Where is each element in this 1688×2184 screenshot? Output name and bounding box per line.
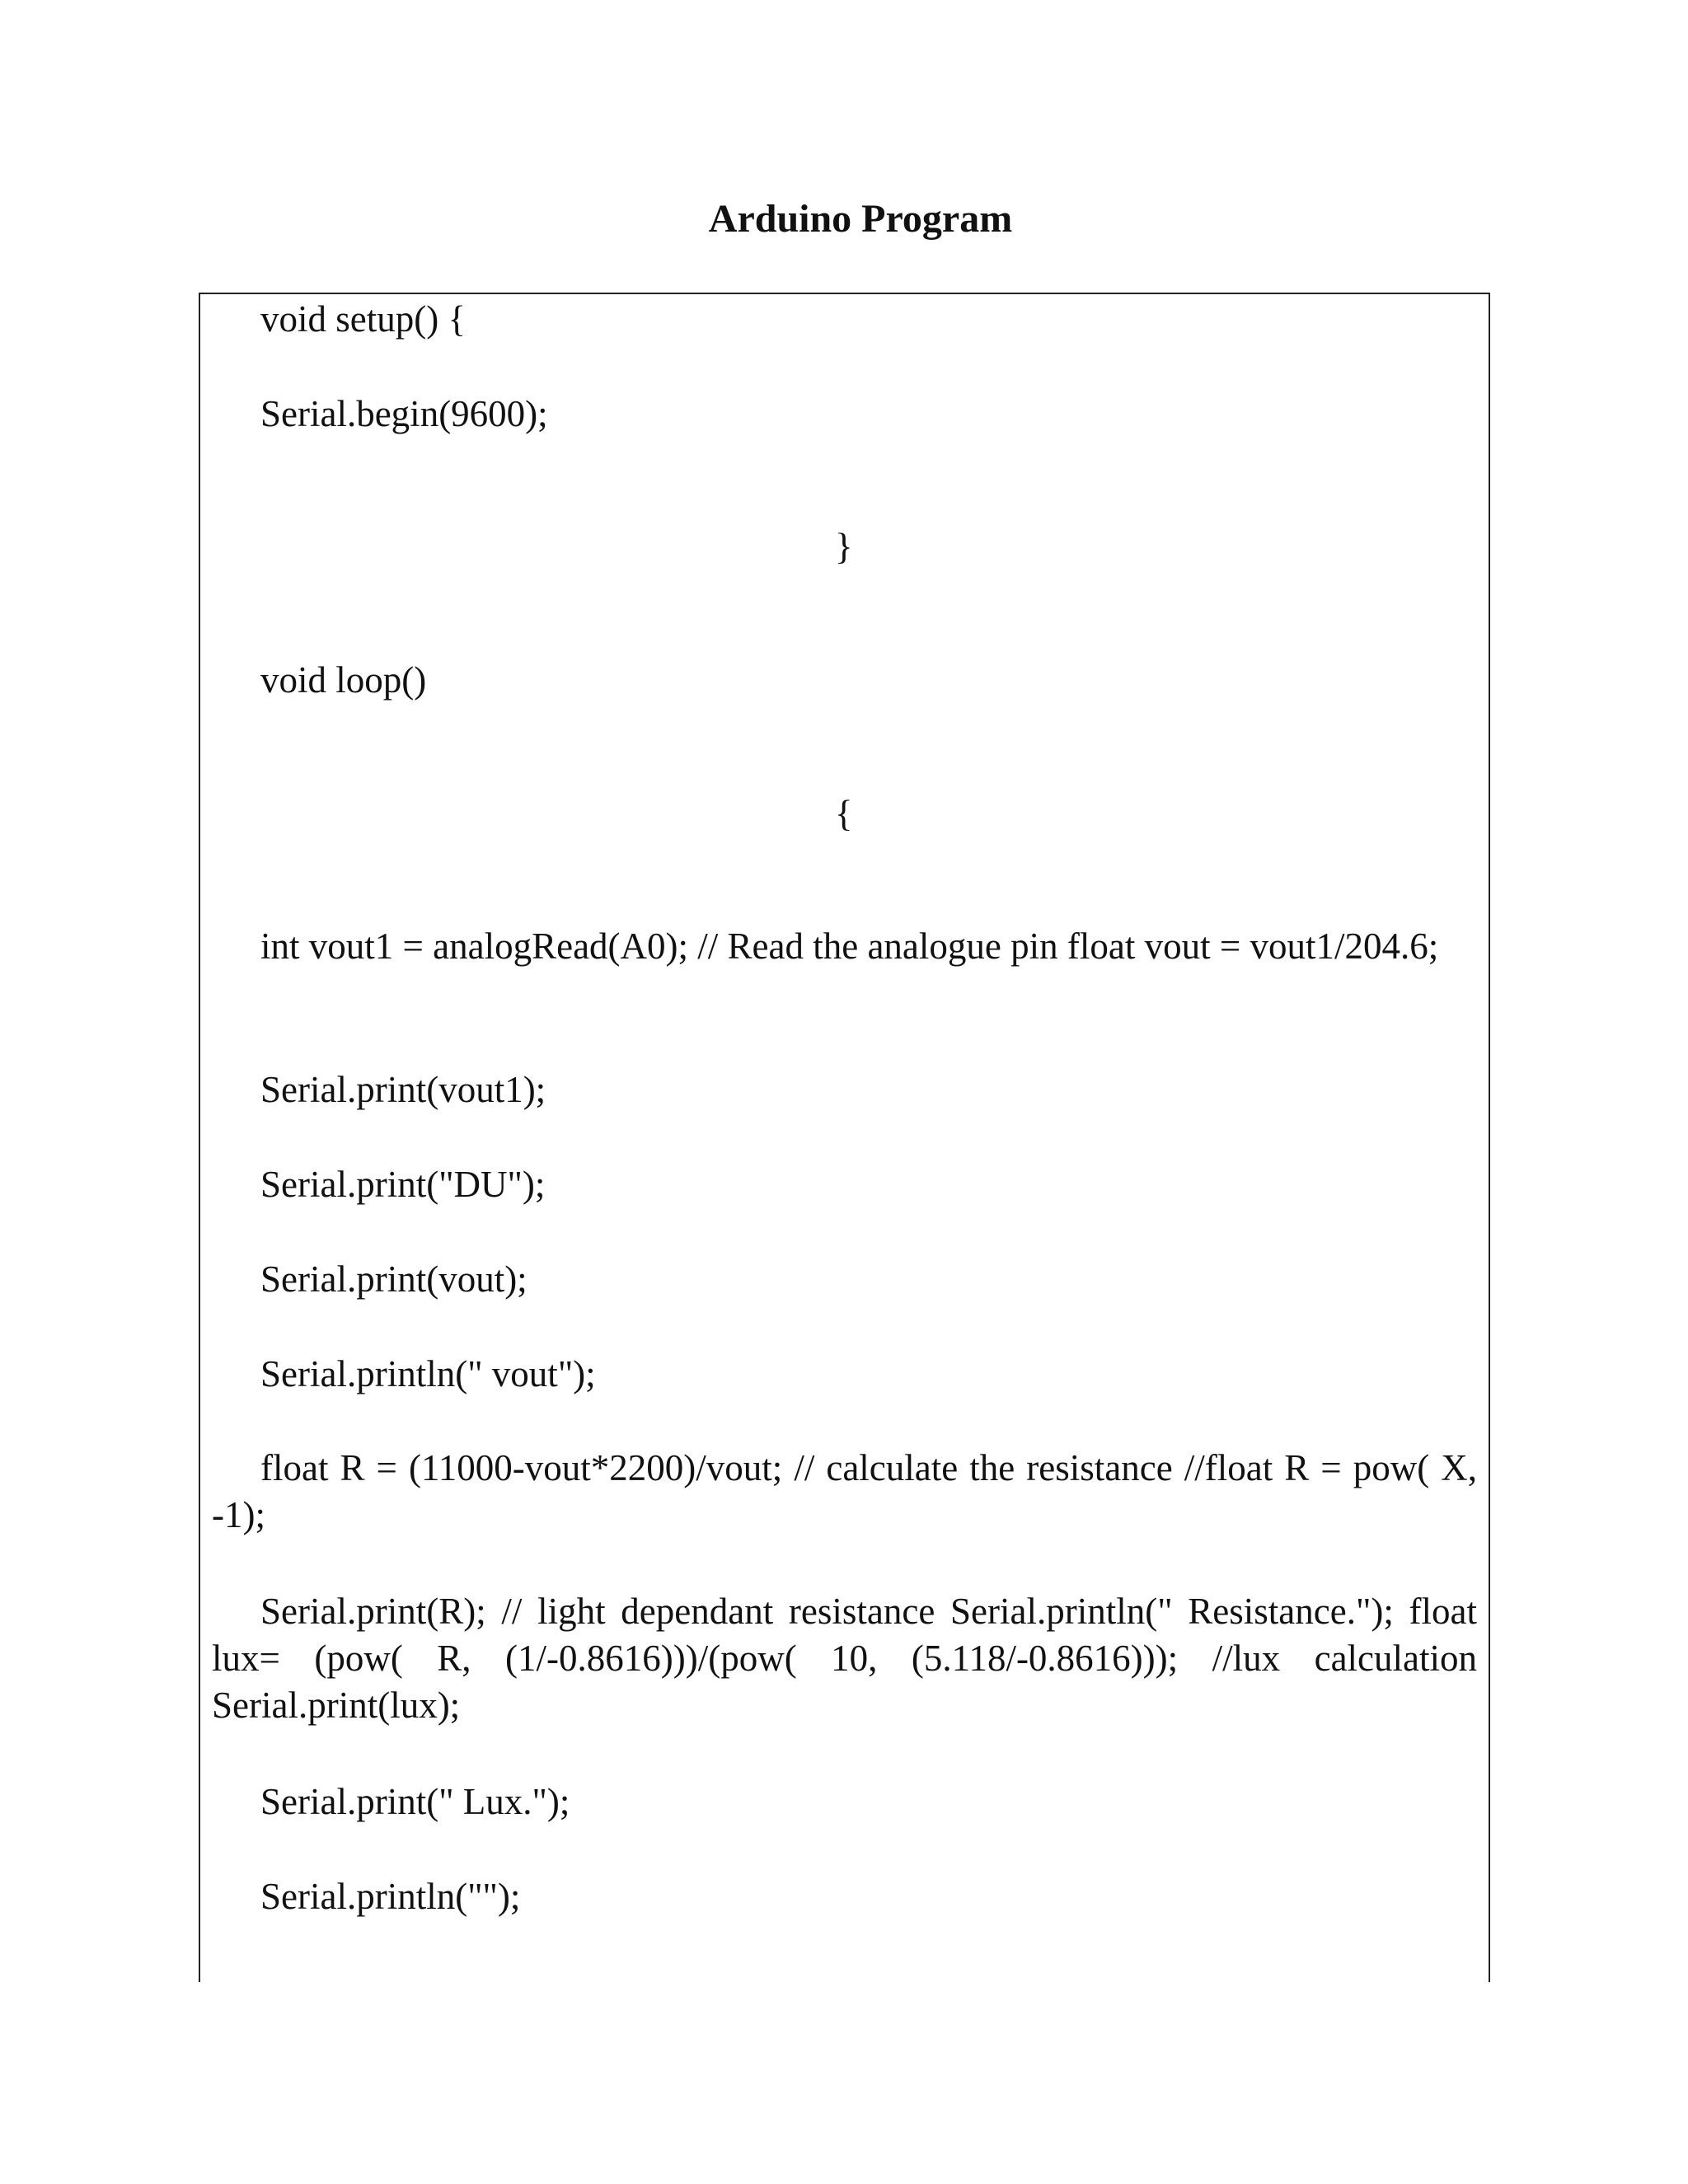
code-line-loop-decl: void loop() <box>260 659 427 701</box>
code-line-setup-open: void setup() { <box>260 298 467 340</box>
code-line-println-empty: Serial.println(""); <box>260 1876 521 1917</box>
code-line-analog-read: int vout1 = analogRead(A0); // Read the analogue pin float vout = vout1/204.6; <box>260 926 1439 967</box>
code-line-setup-close: } <box>835 526 853 567</box>
code-line-calc-resistance: float R = (11000-vout*2200)/vout; // calculate the resistance //float R = pow( X, -1); <box>212 1447 1477 1535</box>
code-line-print-r-lux: Serial.print(R); // light dependant resistance Serial.println(" Resistance."); float lux= (pow( R, (1/-0.8616)))/(pow( 10, (5.118/-0.8616))); //lux calculation Serial.print(lux); <box>212 1591 1477 1726</box>
code-line-print-du: Serial.print("DU"); <box>260 1164 546 1205</box>
code-line-serial-begin: Serial.begin(9600); <box>260 393 548 434</box>
code-line-loop-open: { <box>835 793 853 834</box>
code-line-print-vout1: Serial.print(vout1); <box>260 1069 546 1110</box>
code-line-print-vout: Serial.print(vout); <box>260 1258 528 1300</box>
page-title: Arduino Program <box>708 197 1013 241</box>
code-listing-box <box>199 293 1490 1982</box>
code-line-println-vout: Serial.println(" vout"); <box>260 1353 596 1394</box>
code-line-print-lux-label: Serial.print(" Lux."); <box>260 1781 570 1822</box>
